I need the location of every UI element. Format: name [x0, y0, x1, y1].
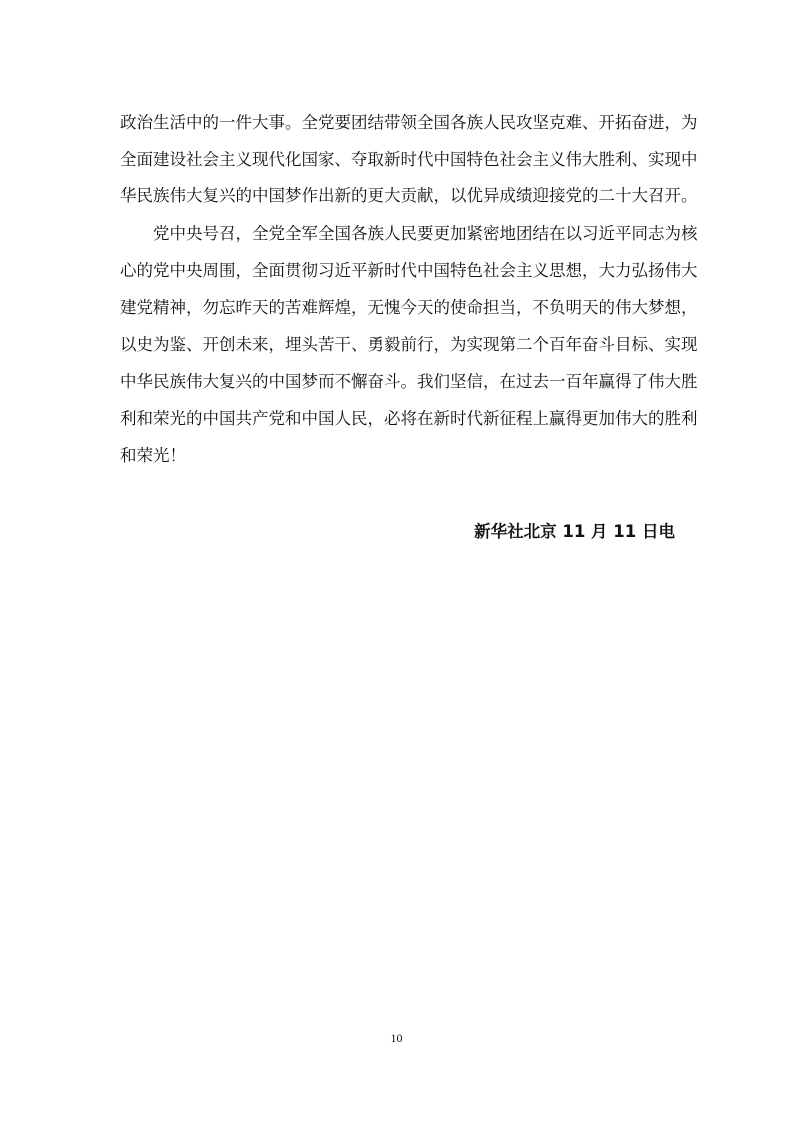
paragraph-line: 和荣光！	[120, 446, 186, 465]
dateline: 新华社北京 11 月 11 日电	[474, 522, 675, 541]
page-number: 10	[390, 1031, 403, 1045]
paragraph-line: 党中央号召，全党全军全国各族人民要更加紧密地团结在以习近平同志为核	[153, 224, 698, 243]
paragraph-line: 华民族伟大复兴的中国梦作出新的更大贡献，以优异成绩迎接党的二十大召开。	[120, 186, 698, 205]
paragraph-line: 利和荣光的中国共产党和中国人民，必将在新时代新征程上赢得更加伟大的胜利	[120, 409, 698, 428]
paragraph-line: 建党精神，勿忘昨天的苦难辉煌，无愧今天的使命担当，不负明天的伟大梦想，	[120, 298, 698, 317]
paragraph-line: 心的党中央周围，全面贯彻习近平新时代中国特色社会主义思想，大力弘扬伟大	[120, 261, 698, 280]
paragraph-line: 中华民族伟大复兴的中国梦而不懈奋斗。我们坚信，在过去一百年赢得了伟大胜	[120, 372, 698, 391]
paragraph-line: 政治生活中的一件大事。全党要团结带领全国各族人民攻坚克难、开拓奋进，为	[120, 113, 698, 132]
paragraph-line: 全面建设社会主义现代化国家、夺取新时代中国特色社会主义伟大胜利、实现中	[120, 150, 698, 169]
paragraph-line: 以史为鉴、开创未来，埋头苦干、勇毅前行，为实现第二个百年奋斗目标、实现	[120, 335, 698, 354]
